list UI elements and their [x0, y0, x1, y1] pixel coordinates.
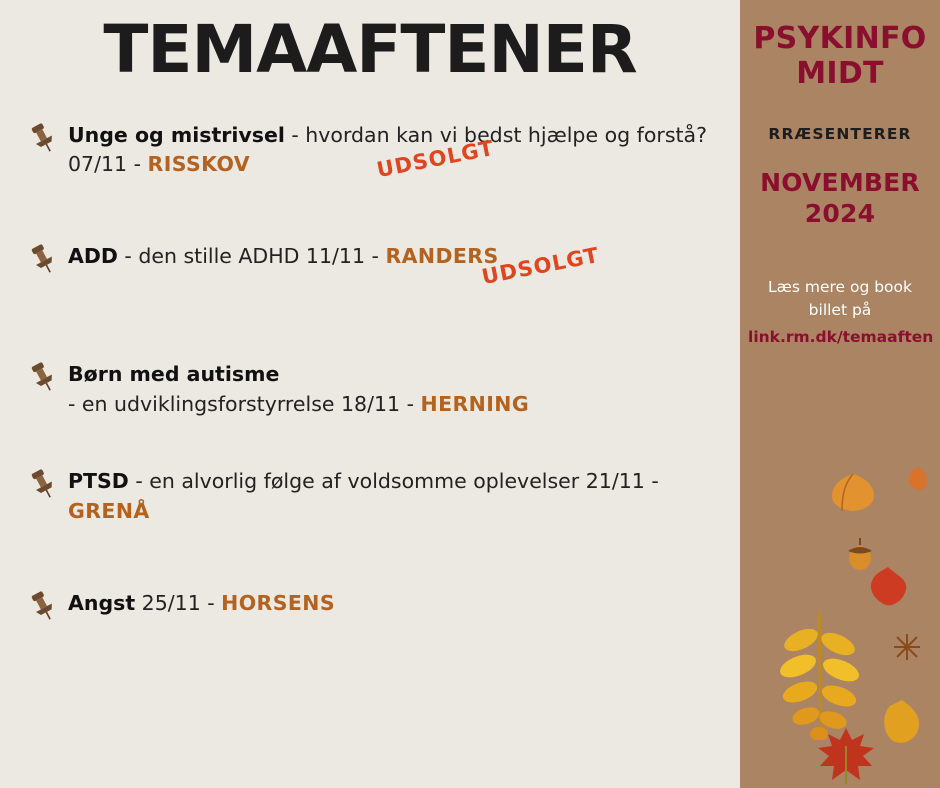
event-title: Børn med autisme — [68, 362, 280, 387]
pushpin-icon — [26, 360, 60, 394]
pushpin-icon — [26, 121, 60, 155]
leaf-icon — [866, 565, 910, 613]
month-label: NOVEMBER — [760, 168, 920, 197]
event-title: Unge og mistrivsel — [68, 122, 285, 147]
booking-link[interactable]: link.rm.dk/temaaften — [748, 328, 934, 346]
event-description: - hvordan kan vi bedst hjælpe og forstå? 07/11 - — [68, 122, 707, 177]
leaf-icon — [828, 470, 878, 519]
event-description: - en alvorlig følge af voldsomme oplevelser 21/11 - — [128, 469, 659, 494]
event-description: 25/11 - — [135, 590, 222, 615]
event-text — [68, 589, 740, 619]
list-item — [26, 242, 740, 298]
event-text — [68, 360, 740, 419]
event-title: ADD — [68, 244, 118, 269]
leaf-icon — [880, 698, 924, 750]
presents-label: RRÆSENTERER — [768, 125, 912, 143]
status-badge: UDSOLGT — [374, 135, 497, 182]
event-city: HORSENS — [221, 590, 336, 615]
event-city: HERNING — [420, 391, 530, 416]
page-title: TEMAAFTENER — [103, 11, 637, 88]
leaf-icon — [906, 466, 930, 496]
event-city: RANDERS — [385, 244, 499, 269]
event-title: PTSD — [68, 469, 129, 494]
event-text — [68, 242, 740, 272]
event-description: - en udviklingsforstyrrelse 18/11 - — [68, 391, 421, 416]
spiky-leaf-icon — [892, 632, 922, 666]
status-badge: UDSOLGT — [479, 242, 602, 290]
list-item — [26, 121, 740, 180]
pushpin-icon — [26, 589, 60, 623]
poster-sidebar — [740, 0, 940, 788]
list-item — [26, 589, 740, 645]
event-title: Angst — [68, 590, 136, 615]
event-text — [68, 467, 740, 526]
brand-name — [748, 22, 932, 91]
event-city: GRENÅ — [68, 499, 150, 524]
pushpin-icon — [26, 242, 60, 276]
month-year — [748, 167, 932, 230]
maple-leaf-icon — [816, 726, 876, 788]
event-list — [0, 121, 740, 645]
list-item — [26, 467, 740, 526]
booking-text: Læs mere og book billet på — [767, 277, 913, 319]
list-item — [26, 360, 740, 419]
brand-line-1: PSYKINFO — [753, 21, 927, 56]
booking-info — [748, 276, 932, 350]
event-description: - den stille ADHD 11/11 - — [117, 244, 386, 269]
leaf-icon — [776, 610, 862, 744]
brand-line-2: MIDT — [796, 55, 884, 91]
year-label: 2024 — [804, 199, 876, 229]
event-city: RISSKOV — [147, 152, 251, 177]
pushpin-icon — [26, 467, 60, 501]
